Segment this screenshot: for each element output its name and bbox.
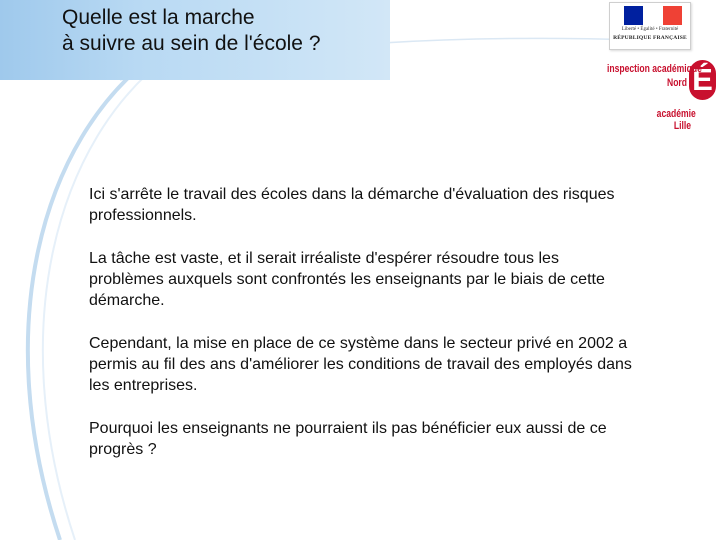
paragraph: Pourquoi les enseignants ne pourraient ils pas bénéficier eux aussi de ce progrès ? (89, 420, 607, 458)
inspection-label: inspection académique (607, 63, 702, 75)
e-badge-letter: É (692, 62, 713, 97)
slide-title: Quelle est la marche à suivre au sein de l'école ? (62, 6, 321, 55)
flag-red-stripe (663, 6, 682, 25)
paragraph: Cependant, la mise en place de ce système dans le secteur privé en 2002 a permis au fil des ans d'améliorer les conditions de travail des employés dans les entreprises. (89, 335, 632, 394)
republique-francaise-logo (609, 2, 691, 50)
republique-francaise-label: RÉPUBLIQUE FRANÇAISE (613, 35, 687, 41)
inspection-academique-logo (607, 0, 720, 140)
academie-label: académie (656, 108, 696, 120)
flag-white-stripe (643, 6, 662, 25)
nord-label: Nord (667, 77, 688, 89)
paragraph: La tâche est vaste, et il serait irréaliste d'espérer résoudre tous les problèmes auxquels sont confrontés les enseignants par le biais de cette démarche. (89, 250, 605, 309)
french-flag-icon (624, 6, 682, 25)
lille-label: Lille (673, 120, 691, 132)
republic-motto: Liberté • Égalité • Fraternité (621, 27, 679, 32)
slide-body (89, 184, 634, 482)
academie-lille-label (656, 108, 696, 132)
paragraph: Ici s'arrête le travail des écoles dans la démarche d'évaluation des risques professionnels. (89, 186, 615, 224)
inspection-block (607, 60, 720, 102)
flag-blue-stripe (624, 6, 643, 25)
title-banner (0, 0, 390, 80)
